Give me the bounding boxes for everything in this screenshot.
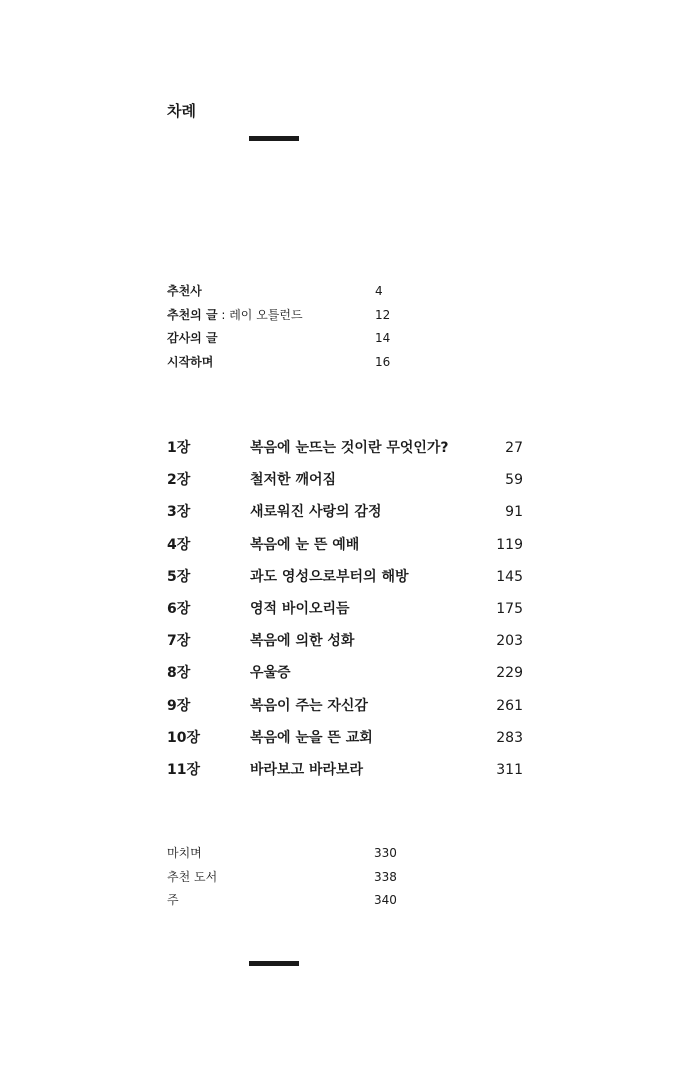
- chapter-page: 91: [505, 504, 523, 521]
- chapter-item[interactable]: [167, 503, 527, 535]
- chapter-page: 311: [496, 761, 523, 778]
- back-matter-label: 추천 도서: [167, 869, 218, 884]
- chapter-list: [167, 439, 527, 793]
- back-matter-page: 330: [374, 846, 397, 860]
- chapter-title: 영적 바이오리듬: [250, 600, 350, 617]
- chapter-page: 203: [496, 633, 523, 650]
- chapter-title: 복음에 눈뜨는 것이란 무엇인가?: [250, 440, 449, 456]
- chapter-item[interactable]: [167, 439, 527, 471]
- chapter-page: 119: [496, 536, 523, 553]
- chapter-title: 복음에 눈 뜬 예배: [250, 536, 360, 553]
- front-matter-label: 추천의 글: [167, 307, 218, 322]
- chapter-number: 1장: [167, 440, 191, 456]
- chapter-title: 복음에 의한 성화: [250, 633, 355, 650]
- front-matter-label: 감사의 글: [167, 331, 218, 345]
- front-matter-page: 4: [375, 284, 383, 298]
- chapter-number: 6장: [167, 600, 191, 617]
- chapter-number: 9장: [167, 697, 191, 714]
- chapter-title: 과도 영성으로부터의 해방: [250, 568, 409, 585]
- back-matter-label: 주: [167, 893, 179, 907]
- chapter-number: 4장: [167, 536, 191, 553]
- chapter-number: 2장: [167, 472, 191, 489]
- front-matter-page: 12: [375, 307, 391, 322]
- front-matter-label: 추천사: [167, 284, 202, 298]
- chapter-number: 10장: [167, 729, 201, 746]
- chapter-number: 11장: [167, 761, 201, 778]
- back-matter-label: 마치며: [167, 846, 202, 860]
- chapter-title: 우울증: [250, 665, 291, 682]
- toc-heading: 차례: [167, 102, 196, 120]
- chapter-page: 59: [505, 472, 523, 489]
- chapter-number: 7장: [167, 633, 191, 650]
- chapter-item[interactable]: [167, 729, 527, 761]
- front-matter-sublabel: : 레이 오틀런드: [217, 307, 303, 322]
- back-matter-page: 340: [374, 893, 397, 907]
- chapter-item[interactable]: [167, 761, 527, 793]
- chapter-item[interactable]: [167, 536, 527, 568]
- chapter-title: 바라보고 바라보라: [250, 761, 364, 778]
- chapter-item[interactable]: [167, 600, 527, 632]
- chapter-page: 145: [496, 568, 523, 585]
- back-matter-page: 338: [374, 869, 397, 884]
- chapter-item[interactable]: [167, 568, 527, 600]
- chapter-title: 복음이 주는 자신감: [250, 697, 368, 714]
- chapter-page: 229: [496, 665, 523, 682]
- chapter-item[interactable]: [167, 471, 527, 503]
- chapter-page: 261: [496, 697, 523, 714]
- chapter-title: 철저한 깨어짐: [250, 472, 337, 489]
- chapter-item[interactable]: [167, 632, 527, 664]
- chapter-number: 3장: [167, 504, 191, 521]
- chapter-title: 새로워진 사랑의 감정: [250, 504, 382, 521]
- bottom-divider: [249, 961, 299, 966]
- chapter-number: 8장: [167, 665, 191, 682]
- front-matter-page: 14: [375, 331, 391, 345]
- chapter-title: 복음에 눈을 뜬 교회: [250, 729, 373, 746]
- chapter-page: 27: [505, 440, 523, 456]
- chapter-item[interactable]: [167, 664, 527, 696]
- chapter-page: 283: [496, 729, 523, 746]
- front-matter-page: 16: [375, 354, 391, 369]
- chapter-page: 175: [496, 600, 523, 617]
- top-divider: [249, 136, 299, 141]
- chapter-number: 5장: [167, 568, 191, 585]
- front-matter-label: 시작하며: [167, 354, 214, 369]
- chapter-item[interactable]: [167, 697, 527, 729]
